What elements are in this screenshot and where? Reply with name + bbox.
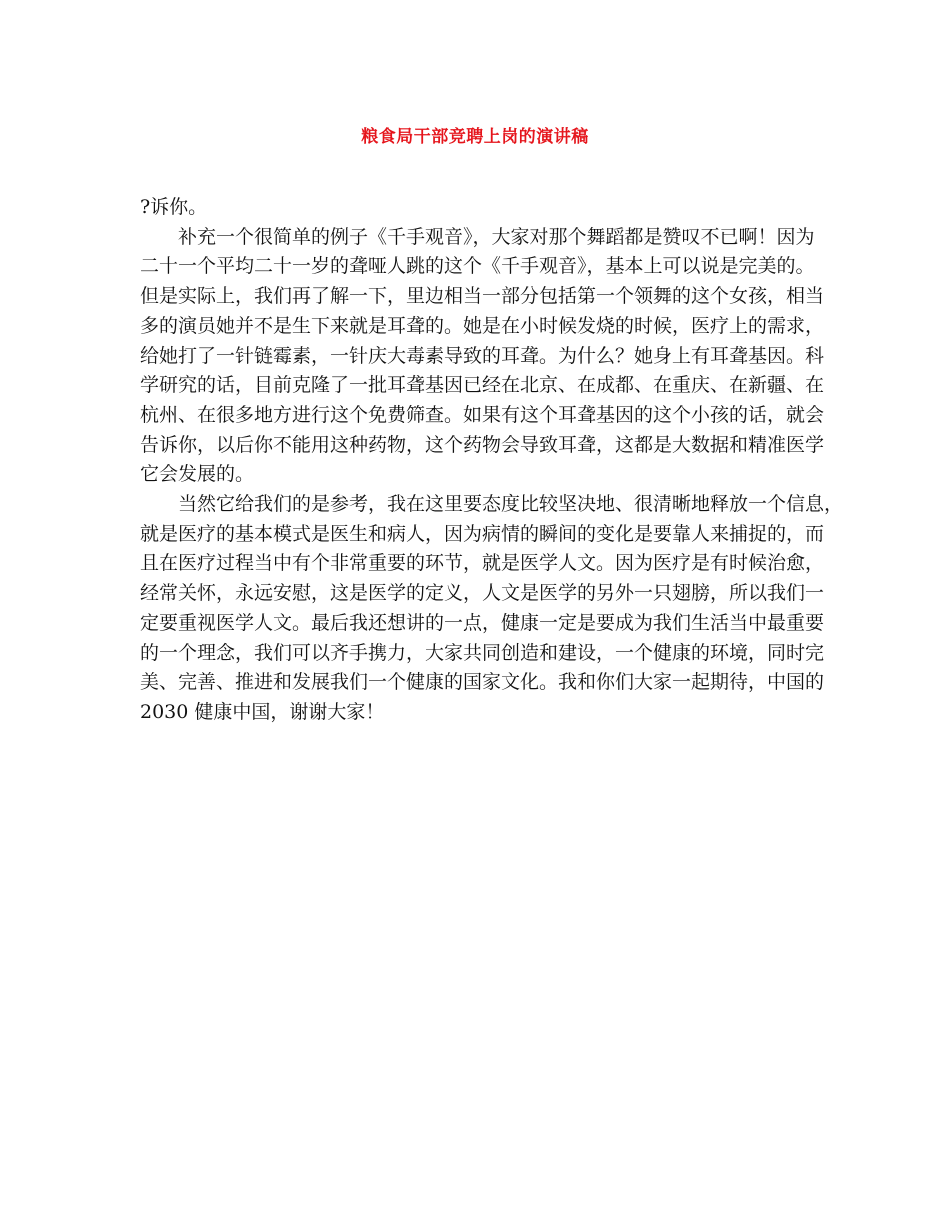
text-line: 2030 健康中国，谢谢大家！ <box>140 700 385 723</box>
text-line: 且在医疗过程当中有个非常重要的环节，就是医学人文。因为医疗是有时候治愈， <box>140 552 825 575</box>
text-line: 就是医疗的基本模式是医生和病人，因为病情的瞬间的变化是要靠人来捕捉的，而 <box>140 522 825 545</box>
text-line: 学研究的话，目前克隆了一批耳聋基因已经在北京、在成都、在重庆、在新疆、在 <box>140 374 825 397</box>
paragraph <box>140 490 844 728</box>
text-line: ?诉你。 <box>140 196 208 218</box>
text-line: 杭州、在很多地方进行这个免费筛查。如果有这个耳聋基因的这个小孩的话，就会 <box>140 403 825 426</box>
text-line: 给她打了一针链霉素，一针庆大毒素导致的耳聋。为什么？她身上有耳聋基因。科 <box>140 344 825 367</box>
text-line: 美、完善、推进和发展我们一个健康的国家文化。我和你们大家一起期待，中国的 <box>140 671 825 694</box>
text-line: 的一个理念，我们可以齐手携力，大家共同创造和建设，一个健康的环境，同时完 <box>140 641 825 664</box>
text-line: 它会发展的。 <box>140 463 255 486</box>
text-line: 多的演员她并不是生下来就是耳聋的。她是在小时候发烧的时候，医疗上的需求， <box>140 314 825 337</box>
paragraph <box>140 193 820 223</box>
text-line: 告诉你，以后你不能用这种药物，这个药物会导致耳聋，这都是大数据和精准医学 <box>140 433 825 456</box>
text-line: 二十一个平均二十一岁的聋哑人跳的这个《千手观音》，基本上可以说是完美的。 <box>140 255 815 278</box>
document-title: 粮食局干部竞聘上岗的演讲稿 <box>361 127 589 147</box>
text-line: 经常关怀，永远安慰，这是医学的定义，人文是医学的另外一只翅膀，所以我们一 <box>140 582 825 605</box>
document-body <box>140 193 844 728</box>
text-line: 但是实际上，我们再了解一下，里边相当一部分包括第一个领舞的这个女孩，相当 <box>140 285 825 308</box>
paragraph <box>140 223 825 490</box>
text-line: 当然它给我们的是参考，我在这里要态度比较坚决地、很清晰地释放一个信息， <box>178 493 844 516</box>
text-line: 补充一个很简单的例子《千手观音》，大家对那个舞蹈都是赞叹不已啊！因为 <box>178 225 815 248</box>
text-line: 定要重视医学人文。最后我还想讲的一点，健康一定是要成为我们生活当中最重要 <box>140 611 825 634</box>
